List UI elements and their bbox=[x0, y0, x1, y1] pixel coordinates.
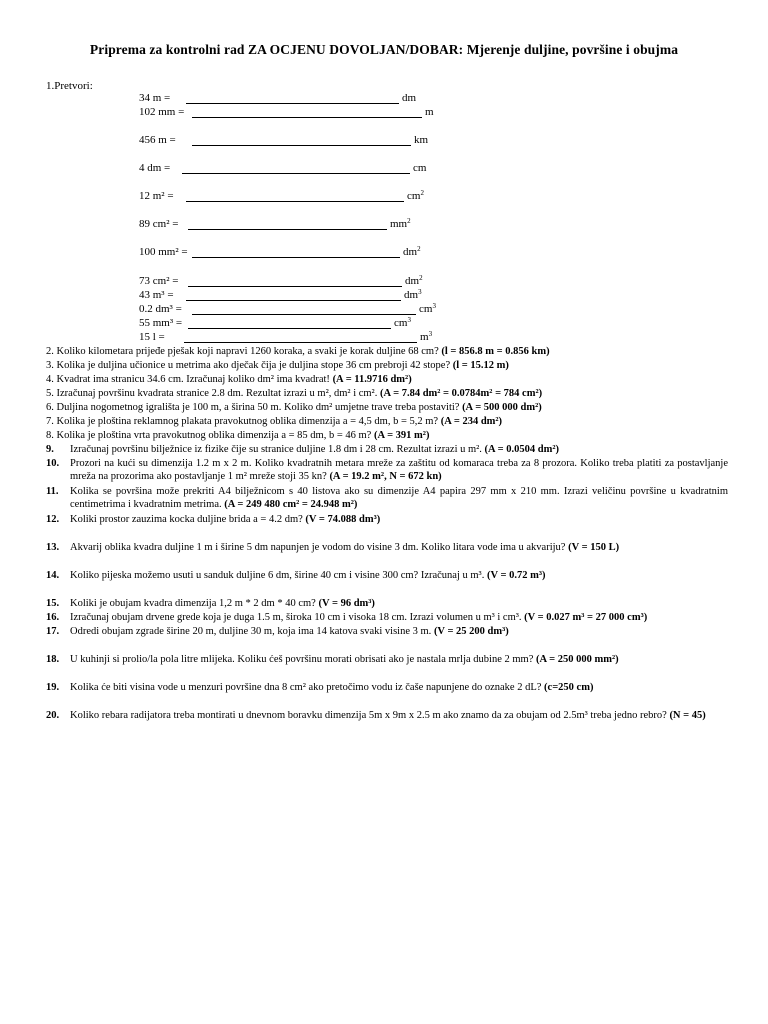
answer-blank[interactable] bbox=[188, 275, 402, 287]
task-question: Koliko rebara radijatora treba montirati u dnevnom boravku dimenzija 5m x 9m x 2.5 m ako znamo da za obujam od 2.5m³ treba jedno rebro? bbox=[70, 710, 670, 721]
task-text bbox=[70, 597, 728, 610]
task-number: 19. bbox=[46, 682, 60, 693]
conversion-row bbox=[139, 190, 439, 203]
conversion-expression: 4 dm = bbox=[139, 162, 171, 174]
task-text bbox=[70, 709, 728, 722]
task-answer: (A = 391 m²) bbox=[373, 430, 430, 441]
target-unit: dm bbox=[402, 92, 417, 104]
task-text bbox=[46, 401, 726, 414]
target-unit: $dm^2$ bbox=[403, 245, 421, 258]
task-question: 7. Kolika je ploština reklamnog plakata pravokutnog oblika dimenzija a = 4,5 dm, b = 5,2 m? bbox=[46, 416, 441, 427]
task-number: 17. bbox=[46, 626, 60, 637]
task-question: Prozori na kući su dimenzija 1.2 m x 2 m. Koliko kvadratnih metara mreže za zaštitu od komaraca treba za 8 prozora. Koliko treba platiti za postavljanje mreža na prozorima ako postavljanje 1 m² mreže stoji 35 kn? bbox=[70, 458, 728, 482]
task-answer: (A = 250 000 mm²) bbox=[536, 654, 619, 665]
task-question: Odredi obujam zgrade širine 20 m, duljine 30 m, koja ima 14 katova svaki visine 3 m. bbox=[70, 626, 434, 637]
task-answer: (V = 96 dm³) bbox=[318, 598, 375, 609]
task-answer: (A = 249 480 cm² = 24.948 m²) bbox=[224, 499, 358, 510]
task-answer: (A = 7.84 dm² = 0.0784m² = 784 cm²) bbox=[379, 388, 543, 399]
conversion-expression: 0.2 dm³ = bbox=[139, 303, 182, 315]
task-question: 6. Duljina nogometnog igrališta je 100 m, a širina 50 m. Koliko dm² umjetne trave treba postaviti? bbox=[46, 402, 463, 413]
task-text bbox=[46, 429, 726, 442]
conversion-expression: 43 m³ = bbox=[139, 289, 174, 301]
task-number: 10. bbox=[46, 458, 60, 469]
answer-blank[interactable] bbox=[186, 289, 401, 301]
conversion-row bbox=[139, 331, 439, 344]
target-unit: $dm^3$ bbox=[404, 288, 422, 301]
task-answer: (V = 150 L) bbox=[568, 542, 620, 553]
task-answer: (V = 74.088 dm³) bbox=[305, 514, 381, 525]
task-answer: (l = 15.12 m) bbox=[452, 360, 509, 371]
task-text bbox=[70, 443, 728, 456]
task-text bbox=[46, 415, 726, 428]
conversion-row bbox=[139, 317, 439, 330]
target-unit: $cm^3$ bbox=[394, 316, 411, 329]
task-question: Akvarij oblika kvadra duljine 1 m i širine 5 dm napunjen je vodom do visine 3 dm. Koliko litara vode ima u akvariju? bbox=[70, 542, 569, 553]
task-text bbox=[70, 569, 728, 582]
task-number: 18. bbox=[46, 654, 60, 665]
task-answer: (V = 0.027 m³ = 27 000 cm³) bbox=[524, 612, 648, 623]
task-answer: (V = 0.72 m³) bbox=[486, 570, 546, 581]
conversion-expression: 15 l = bbox=[139, 331, 165, 343]
answer-blank[interactable] bbox=[192, 303, 416, 315]
task-answer: (A = 11.9716 dm²) bbox=[332, 374, 412, 385]
task-question: Kolika se površina može prekriti A4 bilježnicom s 40 listova ako su dimenzije A4 papira 297 mm x 210 mm. Izrazi veličinu površine u kvadratnim centimetrima i kvadratnim metrima. bbox=[70, 486, 728, 510]
task-number: 14. bbox=[46, 570, 60, 581]
task-question: 5. Izračunaj površinu kvadrata stranice 2.8 dm. Rezultat izrazi u m², dm² i cm². bbox=[46, 388, 380, 399]
task-answer: (A = 500 000 dm²) bbox=[462, 402, 542, 413]
task-text bbox=[70, 485, 728, 511]
target-unit: $dm^2$ bbox=[405, 274, 423, 287]
task-text bbox=[70, 513, 728, 526]
task-question: 3. Kolika je duljina učionice u metrima ako dječak čija je duljina stope 36 cm prebroji 42 stope? bbox=[46, 360, 453, 371]
answer-blank[interactable] bbox=[192, 246, 400, 258]
task-text bbox=[46, 387, 726, 400]
task-number: 12. bbox=[46, 514, 60, 525]
task-text bbox=[70, 681, 728, 694]
task-text bbox=[70, 541, 728, 554]
conversion-expression: 73 cm² = bbox=[139, 275, 179, 287]
task-text bbox=[70, 457, 728, 483]
task-question: Izračunaj površinu bilježnice iz fizike čije su stranice duljine 1.8 dm i 28 cm. Rezultat izrazi u m². bbox=[70, 444, 485, 455]
task-question: Izračunaj obujam drvene grede koja je duga 1.5 m, široka 10 cm i visoka 18 cm. Izrazi volumen u m³ i cm³. bbox=[70, 612, 525, 623]
answer-blank[interactable] bbox=[188, 317, 391, 329]
answer-blank[interactable] bbox=[186, 92, 399, 104]
conversion-row bbox=[139, 106, 439, 119]
conversion-expression: 100 mm² = bbox=[139, 246, 188, 258]
task-text bbox=[70, 625, 728, 638]
task-text bbox=[70, 611, 728, 624]
task-number: 20. bbox=[46, 710, 60, 721]
section-heading: 1.Pretvori: bbox=[46, 80, 93, 92]
task-number: 16. bbox=[46, 612, 60, 623]
task-answer: (A = 0.0504 dm²) bbox=[484, 444, 560, 455]
task-answer: (c=250 cm) bbox=[544, 682, 594, 693]
task-number: 11. bbox=[46, 486, 59, 497]
target-unit: $cm^3$ bbox=[419, 302, 436, 315]
task-text bbox=[46, 345, 726, 358]
conversion-row bbox=[139, 289, 439, 302]
task-question: Koliki prostor zauzima kocka duljine brida a = 4.2 dm? bbox=[70, 514, 306, 525]
page-title: Priprema za kontrolni rad ZA OCJENU DOVOLJAN/DOBAR: Mjerenje duljine, površine i obujma bbox=[89, 42, 679, 57]
conversion-expression: 89 cm² = bbox=[139, 218, 179, 230]
task-question: Koliko pijeska možemo usuti u sanduk duljine 6 dm, širine 40 cm i visine 300 cm? Izračunaj u m³. bbox=[70, 570, 487, 581]
task-question: 4. Kvadrat ima stranicu 34.6 cm. Izračunaj koliko dm² ima kvadrat! bbox=[46, 374, 333, 385]
target-unit: cm bbox=[413, 162, 427, 174]
conversion-row bbox=[139, 246, 439, 259]
task-answer: (A = 19.2 m², N = 672 kn) bbox=[329, 471, 442, 482]
conversion-row bbox=[139, 162, 439, 175]
conversion-row bbox=[139, 218, 439, 231]
target-unit: $mm^2$ bbox=[390, 217, 411, 230]
task-answer: (A = 234 dm²) bbox=[440, 416, 503, 427]
task-question: 2. Koliko kilometara prijeđe pješak koji napravi 1260 koraka, a svaki je korak duljine 68 cm? bbox=[46, 346, 442, 357]
target-unit: km bbox=[414, 134, 429, 146]
answer-blank[interactable] bbox=[188, 218, 387, 230]
conversion-row bbox=[139, 303, 439, 316]
conversion-expression: 34 m = bbox=[139, 92, 171, 104]
target-unit: m bbox=[425, 106, 434, 118]
conversion-expression: 55 mm³ = bbox=[139, 317, 183, 329]
task-question: Koliki je obujam kvadra dimenzija 1,2 m * 2 dm * 40 cm? bbox=[70, 598, 319, 609]
task-number: 15. bbox=[46, 598, 60, 609]
conversion-expression: 12 m² = bbox=[139, 190, 174, 202]
task-answer: (N = 45) bbox=[669, 710, 706, 721]
task-text bbox=[70, 653, 728, 666]
task-question: Kolika će biti visina vode u menzuri površine dna 8 cm² ako pretočimo vodu iz čaše napunjene do oznake 2 dL? bbox=[70, 682, 545, 693]
task-number: 13. bbox=[46, 542, 60, 553]
task-question: U kuhinji si prolio/la pola litre mlijeka. Koliku ćeš površinu morati obrisati ako je nastala mrlja dubine 2 mm? bbox=[70, 654, 536, 665]
target-unit: $m^3$ bbox=[420, 330, 433, 343]
conversion-row bbox=[139, 92, 439, 105]
task-question: 8. Kolika je ploština vrta pravokutnog oblika dimenzija a = 85 dm, b = 46 m? bbox=[46, 430, 374, 441]
conversion-expression: 456 m = bbox=[139, 134, 176, 146]
answer-blank[interactable] bbox=[186, 190, 404, 202]
task-text bbox=[46, 373, 726, 386]
answer-blank[interactable] bbox=[192, 134, 411, 146]
answer-blank[interactable] bbox=[184, 331, 417, 343]
task-answer: (V = 25 200 dm³) bbox=[433, 626, 509, 637]
conversion-row bbox=[139, 275, 439, 288]
answer-blank[interactable] bbox=[192, 106, 422, 118]
conversion-row bbox=[139, 134, 439, 147]
task-text bbox=[46, 359, 726, 372]
task-answer: (l = 856.8 m = 0.856 km) bbox=[441, 346, 550, 357]
task-number: 9. bbox=[46, 444, 54, 455]
answer-blank[interactable] bbox=[182, 162, 410, 174]
target-unit: $cm^2$ bbox=[407, 189, 424, 202]
conversion-expression: 102 mm = bbox=[139, 106, 185, 118]
